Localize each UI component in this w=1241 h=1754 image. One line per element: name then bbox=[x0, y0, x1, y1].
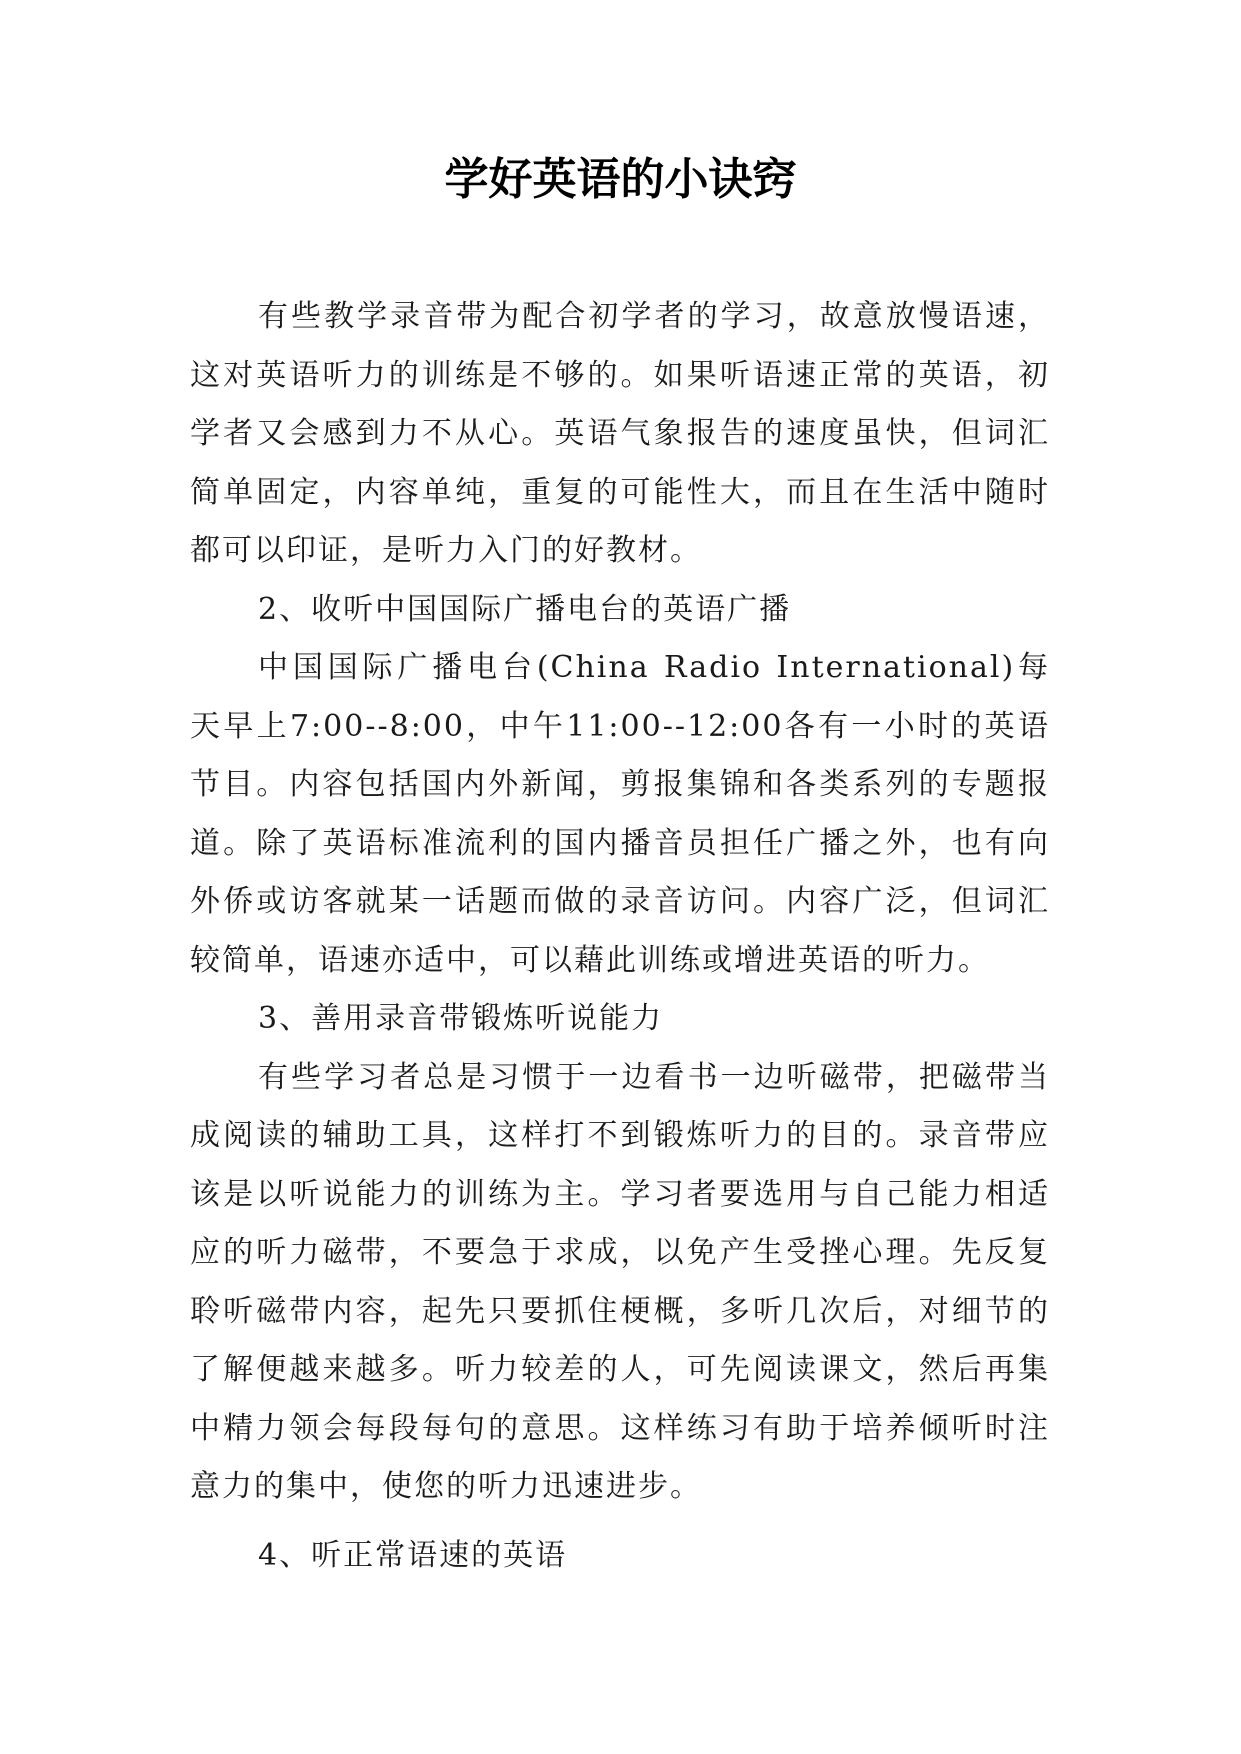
paragraph-tape-practice: 有些学习者总是习惯于一边看书一边听磁带，把磁带当成阅读的辅助工具，这样打不到锻炼听力的目的。录音带应该是以听说能力的训练为主。学习者要选用与自己能力相适应的听力磁带，不要急于求成，以免产生受挫心理。先反复聆听磁带内容，起先只要抓住梗概，多听几次后，对细节的了解便越来越多。听力较差的人，可先阅读课文，然后再集中精力领会每段每句的意思。这样练习有助于培养倾听时注意力的集中，使您的听力迅速进步。 bbox=[190, 1059, 1050, 1504]
paragraph-weather-report: 有些教学录音带为配合初学者的学习，故意放慢语速，这对英语听力的训练是不够的。如果听语速正常的英语，初学者又会感到力不从心。英语气象报告的速度虽快，但词汇简单固定，内容单纯，重复的可能性大，而且在生活中随时都可以印证，是听力入门的好教材。 bbox=[190, 299, 1050, 568]
section-heading-4: 4、听正常语速的英语 bbox=[258, 1537, 568, 1573]
document-title: 学好英语的小诀窍 bbox=[444, 154, 797, 205]
document-body bbox=[190, 288, 1050, 1585]
section-heading-3: 3、善用录音带锻炼听说能力 bbox=[258, 1001, 664, 1036]
paragraph-cri-broadcast: 中国国际广播电台(China Radio International)每天早上7:00--8:00，中午11:00--12:00各有一小时的英语节目。内容包括国内外新闻，剪报集锦和各类系列的专题报道。除了英语标准流利的国内播音员担任广播之外，也有向外侨或访客就某一话题而做的录音访问。内容广泛，但词汇较简单，语速亦适中，可以藉此训练或增进英语的听力。 bbox=[190, 650, 1050, 978]
section-heading-2: 2、收听中国国际广播电台的英语广播 bbox=[258, 591, 792, 627]
